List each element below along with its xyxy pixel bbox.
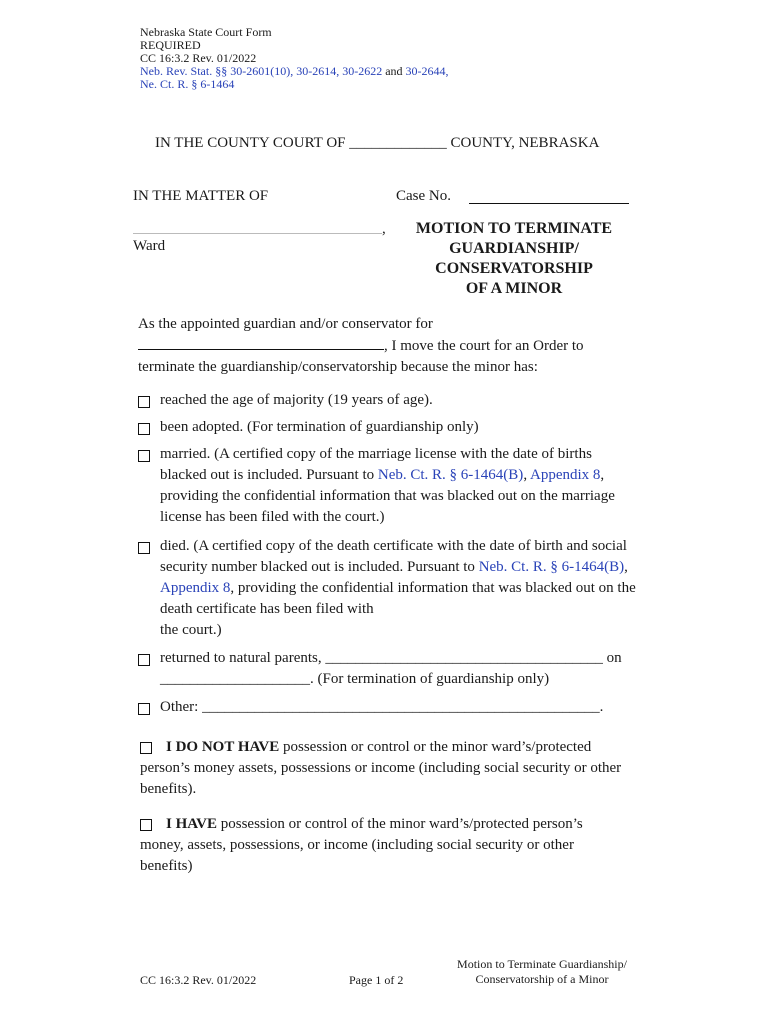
have-text: possession or control of the minor ward’s/protected person’s	[217, 816, 583, 832]
returned-date-field[interactable]: ____________________	[160, 671, 310, 687]
married-line-2	[160, 465, 615, 486]
option-majority: reached the age of majority (19 years of age).	[160, 392, 433, 408]
married-checkbox[interactable]	[138, 450, 150, 462]
court-line	[155, 135, 599, 152]
statute-prefix: Neb. Rev. Stat. §§	[140, 64, 231, 78]
have-line-2: money, assets, possessions, or income (including social security or other	[140, 837, 574, 853]
do-not-have-text: possession or control or the minor ward’s/protected	[279, 739, 592, 755]
do-not-have-line-2: person’s money assets, possessions or income (including social security or other	[140, 760, 622, 776]
have-statement	[140, 814, 583, 877]
court-prefix: IN THE COUNTY COURT OF	[155, 135, 350, 151]
married-line-3: providing the confidential information that was blacked out on the marriage	[160, 488, 615, 504]
option-adopted: been adopted. (For termination of guardianship only)	[160, 419, 479, 435]
county-blank[interactable]: _____________	[349, 135, 447, 151]
returned-label: returned to natural parents,	[160, 650, 326, 666]
statute-link-last[interactable]: 30-2644,	[405, 64, 449, 78]
do-not-have-line-1	[140, 737, 621, 758]
married-line-1: married. (A certified copy of the marriage license with the date of births	[160, 446, 592, 462]
option-married	[160, 444, 615, 528]
intro-line-3: terminate the guardianship/conservatorship because the minor has:	[138, 359, 538, 375]
died-line-2	[160, 557, 636, 578]
died-comma: ,	[624, 559, 628, 575]
form-header	[140, 26, 449, 91]
died-line-3-text: , providing the confidential information that was blacked out on the	[230, 580, 636, 596]
ward-label: Ward	[133, 238, 166, 254]
court-suffix: COUNTY, NEBRASKA	[446, 135, 600, 151]
intro-line-2-text: , I move the court for an Order to	[384, 338, 584, 354]
header-form-number: CC 16:3.2 Rev. 01/2022	[140, 51, 257, 65]
other-checkbox[interactable]	[138, 703, 150, 715]
appendix-link[interactable]: Appendix 8	[160, 580, 231, 596]
title-line-2: GUARDIANSHIP/	[449, 240, 579, 257]
document-title	[396, 219, 632, 299]
other-field[interactable]: _____________________________________________________	[202, 699, 600, 715]
matter-label: IN THE MATTER OF	[133, 188, 269, 204]
intro-line-2	[138, 335, 584, 357]
ward-comma: ,	[382, 221, 386, 237]
footer-title-line-1: Motion to Terminate Guardianship/	[457, 957, 627, 971]
header-court-form: Nebraska State Court Form	[140, 25, 272, 39]
title-line-4: OF A MINOR	[465, 280, 563, 297]
married-comma: ,	[600, 467, 605, 483]
do-not-have-statement	[140, 737, 621, 800]
majority-checkbox[interactable]	[138, 396, 150, 408]
other-period: .	[599, 699, 604, 715]
died-line-2-text: security number blacked out is included. Pursuant to	[160, 559, 479, 575]
case-no-label: Case No.	[396, 188, 451, 204]
header-rule-link[interactable]: Ne. Ct. R. § 6-1464	[140, 77, 235, 91]
appendix-link[interactable]: Appendix 8	[530, 467, 601, 483]
header-required: REQUIRED	[140, 38, 201, 52]
statute-link[interactable]: 30-2601(10), 30-2614, 30-2622	[230, 64, 383, 78]
adopted-checkbox[interactable]	[138, 423, 150, 435]
have-bold: I HAVE	[166, 816, 217, 832]
died-line-5: the court.)	[160, 622, 222, 638]
returned-line-1	[160, 648, 622, 669]
died-checkbox[interactable]	[138, 542, 150, 554]
died-line-1: died. (A certified copy of the death certificate with the date of birth and social	[160, 538, 627, 554]
intro-line-1: As the appointed guardian and/or conservator for	[138, 316, 433, 332]
ward-name-field[interactable]	[133, 233, 382, 234]
case-no-field[interactable]	[469, 203, 629, 204]
intro-paragraph	[138, 314, 584, 378]
footer-page-number: Page 1 of 2	[349, 973, 404, 987]
rule-link[interactable]: Neb. Ct. R. § 6-1464(B)	[478, 559, 625, 575]
title-line-3: CONSERVATORSHIP	[435, 260, 593, 277]
do-not-have-bold: I DO NOT HAVE	[166, 739, 280, 755]
have-line-1	[140, 814, 583, 835]
returned-on: on	[602, 650, 622, 666]
married-line-4: license has been filed with the court.)	[160, 509, 385, 525]
died-line-3	[160, 578, 636, 599]
returned-line-2-text: . (For termination of guardianship only)	[310, 671, 550, 687]
footer-title	[452, 957, 632, 987]
married-line-2-text: blacked out is included. Pursuant to	[160, 467, 378, 483]
statute-and: and	[382, 64, 406, 78]
footer-form-id: CC 16:3.2 Rev. 01/2022	[140, 973, 257, 987]
returned-line-2	[160, 669, 622, 690]
option-died	[160, 536, 636, 641]
minor-name-field[interactable]	[138, 335, 384, 350]
have-line-3: benefits)	[140, 858, 193, 874]
title-line-1: MOTION TO TERMINATE	[415, 220, 613, 237]
footer-title-line-2: Conservatorship of a Minor	[475, 972, 609, 986]
died-line-4: death certificate has been filed with	[160, 601, 374, 617]
rule-link[interactable]: Neb. Ct. R. § 6-1464(B)	[377, 467, 524, 483]
option-returned	[160, 648, 622, 690]
option-other	[160, 697, 603, 718]
other-label: Other:	[160, 699, 203, 715]
do-not-have-line-3: benefits).	[140, 781, 197, 797]
parents-name-field[interactable]: _____________________________________	[325, 650, 603, 666]
returned-checkbox[interactable]	[138, 654, 150, 666]
married-sep: ,	[523, 467, 530, 483]
